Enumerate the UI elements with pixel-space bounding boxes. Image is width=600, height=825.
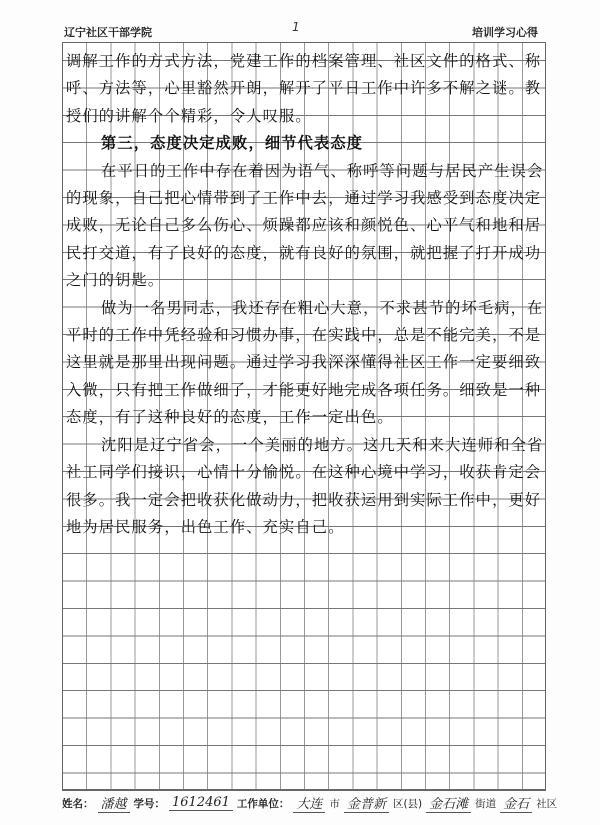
work-unit-label: 工作单位： [236, 797, 290, 810]
street-suffix: 街道 [475, 797, 497, 810]
paragraph-attitude: 在平日的工作中存在着因为语气、称呼等问题与居民产生误会的现象，自己把心情带到了工作中去，通过学习我感受到态度决定成败，无论自己多么伤心、烦躁都应该和颜悦色、心平气和地和居民打交道，有了良好的态度，就有良好的氛围，就把握了打开成功之门的钥匙。 [66, 161, 544, 290]
student-id-label: 学号： [133, 797, 166, 810]
city-value: 大连 [293, 793, 325, 813]
district-suffix: 区(县) [392, 797, 423, 810]
page-number: 1 [292, 20, 300, 34]
community-value: 金石 [500, 793, 532, 813]
district-value: 金普新 [344, 793, 389, 813]
community-suffix: 社区 [536, 797, 558, 810]
name-label: 姓名： [62, 797, 94, 810]
city-suffix: 市 [329, 797, 340, 810]
paragraph-continuation: 调解工作的方式方法，党建工作的档案管理、社区文件的格式、称呼、方法等，心里豁然开朗，解开了平日工作中许多不解之谜。教授们的讲解个个精彩，令人叹服。 [66, 52, 542, 125]
paragraph-conclusion: 沈阳是辽宁省会，一个美丽的地方。这几天和来大连师和全省社工同学们接识，心情十分愉悦。在这种心境中学习，收获肯定会很多。我一定会把收获化做动力，把收获运用到实际工作中，更好地为居民服务，出色工作、充实自己。 [66, 435, 544, 536]
student-info-footer [62, 790, 558, 815]
institution-header: 辽宁社区干部学院 [64, 26, 152, 39]
name-value: 潘越 [98, 793, 130, 813]
paragraph-details: 做为一名男同志，我还存在粗心大意，不求甚节的坏毛病，在平时的工作中凭经验和习惯办事，在实践中，总是不能完美，不是这里就是那里出现问题。通过学习我深深懂得社区工作一定要细致入微，只有把工作做细了，才能更好地完成各项任务。细致是一种态度，有了这种良好的态度，工作一定出色。 [66, 298, 544, 427]
street-value: 金石滩 [426, 793, 471, 813]
document-type-header: 培训学习心得 [472, 26, 538, 39]
student-id-value: 1612461 [169, 795, 233, 811]
handwritten-essay-body [66, 48, 544, 541]
section-heading-third: 第三，态度决定成败，细节代表态度 [100, 134, 364, 153]
